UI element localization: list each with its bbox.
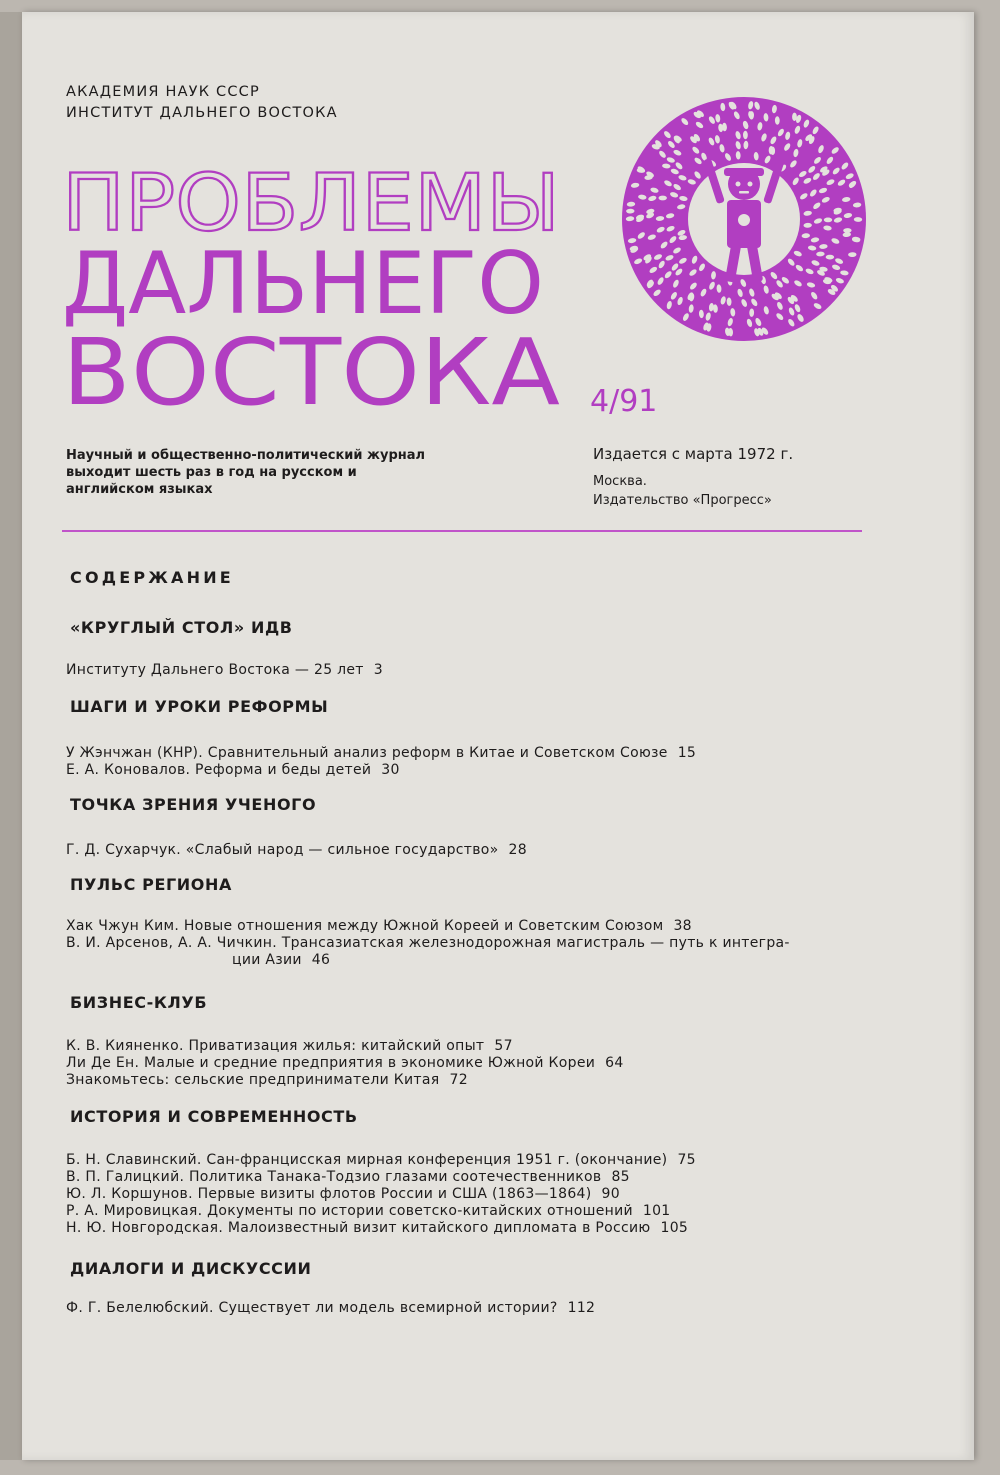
book-spine: [0, 12, 24, 1460]
toc-section-title: ДИАЛОГИ И ДИСКУССИИ: [70, 1259, 312, 1278]
publisher-details: [593, 472, 793, 510]
toc-entry: [66, 1220, 688, 1236]
toc-entry: [66, 1169, 630, 1185]
publisher-name: Издательство «Прогресс»: [593, 493, 772, 508]
toc-entry-page: 101: [642, 1203, 671, 1219]
toc-entry-text: Г. Д. Сухарчук. «Слабый народ — сильное государство»: [66, 842, 499, 858]
toc-entry-page: 28: [508, 842, 527, 858]
toc-entry: [66, 1072, 468, 1088]
toc-entry-page: 30: [381, 762, 400, 778]
toc-entry-page: 105: [660, 1220, 689, 1236]
toc-entry-text: Ю. Л. Коршунов. Первые визиты флотов России и США (1863—1864): [66, 1186, 592, 1202]
toc-entry-text: Е. А. Коновалов. Реформа и беды детей: [66, 762, 372, 778]
toc-entry-page: 112: [567, 1300, 596, 1316]
description-line-2: выходит шесть раз в год на русском и: [66, 465, 357, 480]
issue-number: 4/91: [590, 384, 658, 419]
toc-section-title: ИСТОРИЯ И СОВРЕМЕННОСТЬ: [70, 1107, 358, 1126]
toc-entry-text: Р. А. Мировицкая. Документы по истории советско-китайских отношений: [66, 1203, 633, 1219]
divider: [62, 530, 862, 532]
publisher-city: Москва.: [593, 474, 647, 489]
toc-entry: [66, 745, 696, 761]
toc-entry: [66, 1186, 620, 1202]
toc-heading: СОДЕРЖАНИЕ: [70, 568, 234, 587]
toc-section-title: БИЗНЕС-КЛУБ: [70, 993, 208, 1012]
toc-entry: [66, 1300, 595, 1316]
institute-name: ИНСТИТУТ ДАЛЬНЕГО ВОСТОКА: [66, 105, 338, 121]
toc-entry-text: Институту Дальнего Востока — 25 лет: [66, 662, 364, 678]
title-line-3: ВОСТОКА: [62, 319, 561, 410]
published-since: Издается с марта 1972 г.: [593, 445, 794, 463]
tree-child-emblem-icon: [614, 88, 874, 350]
toc-entry-text: В. И. Арсенов, А. А. Чичкин. Трансазиатская железнодорожная магистраль — путь к интегра-: [66, 935, 790, 951]
toc-entry-page: 85: [611, 1169, 630, 1185]
publication-info: [593, 445, 793, 510]
toc-entry-page: 90: [601, 1186, 620, 1202]
toc-entry-text: Н. Ю. Новгородская. Малоизвестный визит китайского дипломата в Россию: [66, 1220, 651, 1236]
title-line-1: ПРОБЛЕМЫ: [62, 159, 560, 249]
title-line-2: ДАЛЬНЕГО: [62, 234, 544, 334]
toc-entry-text: Ли Де Ен. Малые и средние предприятия в экономике Южной Кореи: [66, 1055, 596, 1071]
journal-description: [66, 447, 496, 498]
toc-entry: [66, 1152, 696, 1168]
toc-entry-text: К. В. Кияненко. Приватизация жилья: китайский опыт: [66, 1038, 485, 1054]
toc-section-title: «КРУГЛЫЙ СТОЛ» ИДВ: [70, 618, 293, 637]
toc-entry-page: 15: [677, 745, 697, 761]
toc-entry-text: Б. Н. Славинский. Сан-францисская мирная конференция 1951 г. (окончание): [66, 1152, 668, 1168]
toc-entry-text: У Жэнчжан (КНР). Сравнительный анализ реформ в Китае и Советском Союзе: [66, 745, 668, 761]
toc-section-title: ШАГИ И УРОКИ РЕФОРМЫ: [70, 697, 329, 716]
toc-entry: [66, 1203, 671, 1219]
toc-entry: [232, 952, 330, 968]
toc-entry-page: 72: [449, 1072, 468, 1088]
toc-entry-text: Знакомьтесь: сельские предприниматели Китая: [66, 1072, 440, 1088]
toc-entry-page: 57: [494, 1038, 513, 1054]
academy-name: АКАДЕМИЯ НАУК СССР: [66, 84, 260, 100]
toc-entry: [66, 1055, 624, 1071]
publisher-header: [66, 82, 338, 124]
toc-entry-text: В. П. Галицкий. Политика Танака-Тодзио глазами соотечественников: [66, 1169, 602, 1185]
toc-entry: [66, 662, 383, 678]
toc-entry: [66, 842, 527, 858]
description-line-3: английском языках: [66, 482, 213, 497]
toc-entry-text: Ф. Г. Белелюбский. Существует ли модель всемирной истории?: [66, 1300, 558, 1316]
toc-entry-text: Хак Чжун Ким. Новые отношения между Южной Кореей и Советским Союзом: [66, 918, 664, 934]
toc-entry-page: 46: [311, 952, 331, 968]
journal-title: [58, 150, 638, 410]
toc-section-title: ПУЛЬС РЕГИОНА: [70, 875, 232, 894]
description-line-1: Научный и общественно-политический журнал: [66, 448, 426, 463]
toc-entry-text: ции Азии: [232, 952, 302, 968]
toc-section-title: ТОЧКА ЗРЕНИЯ УЧЕНОГО: [70, 795, 317, 814]
toc-entry-page: 38: [673, 918, 692, 934]
toc-entry-page: 64: [605, 1055, 624, 1071]
toc-entry-page: 3: [373, 662, 383, 678]
toc-entry: [66, 935, 800, 951]
toc-entry: [66, 1038, 513, 1054]
toc-entry: [66, 762, 400, 778]
toc-entry-page: 75: [677, 1152, 696, 1168]
toc-entry: [66, 918, 692, 934]
